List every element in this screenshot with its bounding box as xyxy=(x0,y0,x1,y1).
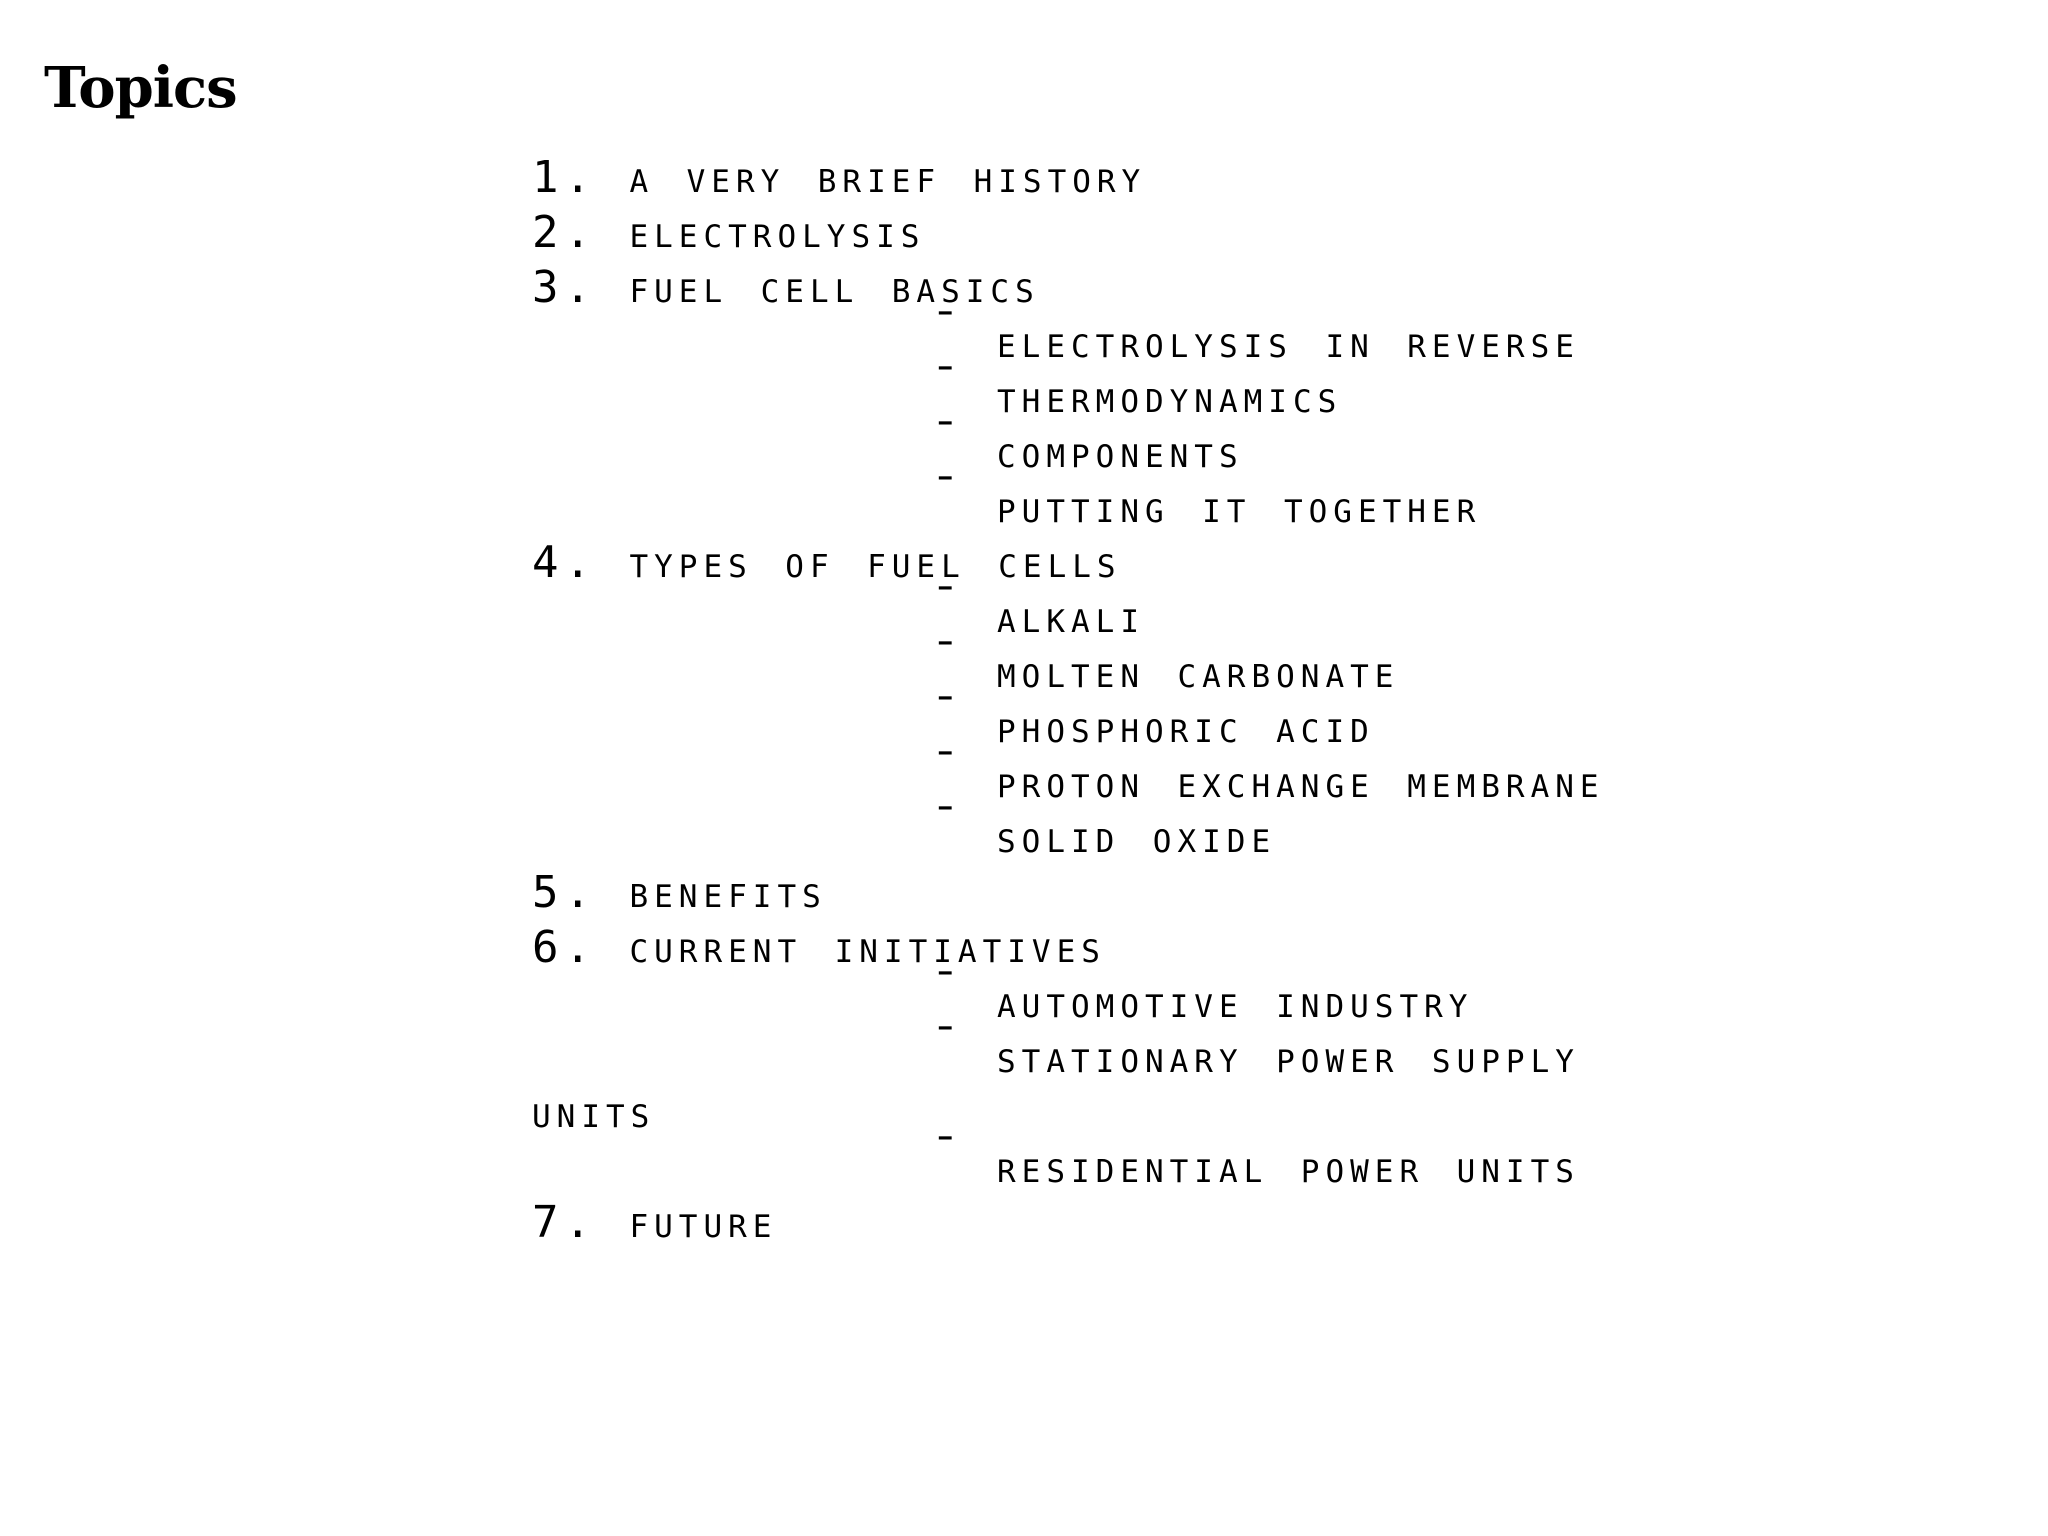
topic-item xyxy=(532,260,1612,315)
subtopic-item xyxy=(532,689,1612,755)
subtopic-text: molten carbonate xyxy=(997,647,1400,698)
subtopic-item xyxy=(532,414,1612,480)
subtopic-item xyxy=(532,1129,1612,1195)
topic-text: 7. future xyxy=(532,1197,778,1248)
topic-text: 1. a very brief history xyxy=(532,152,1147,203)
topic-item xyxy=(532,1195,1612,1250)
dash-bullet-icon: ¯ xyxy=(932,799,965,850)
topic-text: 6. current initiatives xyxy=(532,922,1106,973)
topic-text: 3. fuel cell basics xyxy=(532,262,1040,313)
topic-item xyxy=(532,920,1612,975)
slide-title: Topics xyxy=(44,55,237,121)
dash-bullet-icon: ¯ xyxy=(932,1019,965,1070)
topic-item xyxy=(532,865,1612,920)
dash-bullet-icon: ¯ xyxy=(932,359,965,410)
subtopic-text: solid oxide xyxy=(997,812,1277,863)
subtopic-text: alkali xyxy=(997,592,1145,643)
dash-bullet-icon: ¯ xyxy=(932,964,965,1015)
subtopic-item xyxy=(532,469,1612,535)
subtopic-text: components xyxy=(997,427,1244,478)
topic-text: 5. benefits xyxy=(532,867,827,918)
subtopic-text: thermodynamics xyxy=(997,372,1343,423)
subtopic-text: electrolysis in reverse xyxy=(997,317,1580,368)
subtopic-text: automotive industry xyxy=(997,977,1474,1028)
topic-item xyxy=(532,205,1612,260)
topic-item xyxy=(532,535,1612,590)
subtopic-text: putting it together xyxy=(997,482,1482,533)
dash-bullet-icon: ¯ xyxy=(932,304,965,355)
subtopic-item xyxy=(532,964,1612,1030)
dash-bullet-icon: ¯ xyxy=(932,1129,965,1180)
topic-text: 4. types of fuel cells xyxy=(532,537,1122,588)
subtopic-item xyxy=(532,634,1612,700)
subtopic-item xyxy=(532,744,1612,810)
subtopic-text: residential power units xyxy=(997,1142,1580,1193)
topic-text: 2. electrolysis xyxy=(532,207,926,258)
subtopic-item xyxy=(532,799,1612,865)
subtopic-text: stationary power supply units xyxy=(532,1032,1613,1138)
subtopic-item xyxy=(532,579,1612,645)
dash-bullet-icon: ¯ xyxy=(932,469,965,520)
dash-bullet-icon: ¯ xyxy=(932,579,965,630)
subtopic-item xyxy=(532,304,1612,370)
topic-item xyxy=(532,150,1612,205)
dash-bullet-icon: ¯ xyxy=(932,689,965,740)
dash-bullet-icon: ¯ xyxy=(932,414,965,465)
subtopic-text: proton exchange membrane xyxy=(997,757,1605,808)
topics-list xyxy=(532,150,1612,1250)
subtopic-item xyxy=(532,1019,1613,1140)
dash-bullet-icon: ¯ xyxy=(932,634,965,685)
dash-bullet-icon: ¯ xyxy=(932,744,965,795)
subtopic-text: phosphoric acid xyxy=(997,702,1375,753)
subtopic-item xyxy=(532,359,1612,425)
